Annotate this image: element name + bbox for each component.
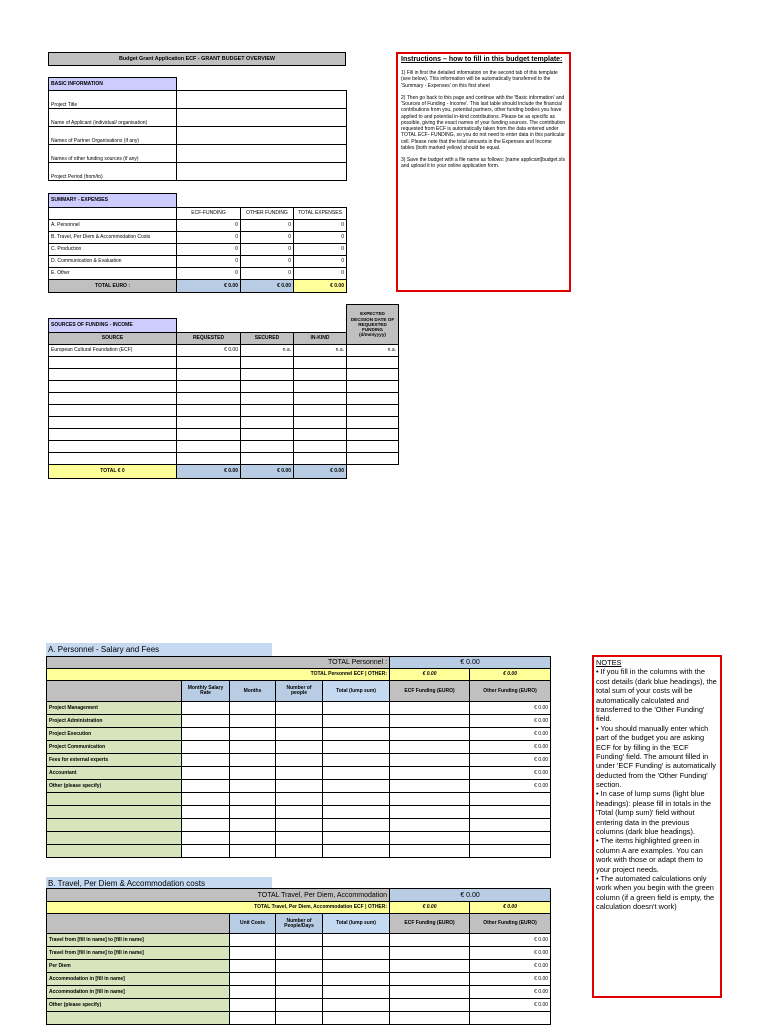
summary-total-value: 0 xyxy=(294,220,347,232)
notes-text: • If you fill in the columns with the cost details (dark blue headings), the total sum of your costs will be automatically calculated and transferred to the 'Other Funding' field. • You should manually enter which part of the budget you are asking ECF for by filling in the 'ECF Funding' field. The amount filled in under 'ECF Funding' is automatically deducted from the 'Other Funding' section. • In case of lump sums (light blue headings): please fill in totals in the 'Total (lump sum)' field without entering data in the previous columns (dark blue headings). • The items highlighted green in column A are examples. You can work with those or adapt them to your project needs. • The automated calculations only work when you begin with the green column (if a green field is empty, the calculation doesn't work) xyxy=(596,667,717,912)
sources-ecf-requested: € 0.00 xyxy=(177,345,241,357)
basic-info-table xyxy=(48,77,347,181)
overview-title: Budget Grant Application ECF - GRANT BUDGET OVERVIEW xyxy=(48,52,346,66)
sources-total-inkind: € 0.00 xyxy=(294,465,347,479)
sources-input[interactable] xyxy=(347,357,399,369)
personnel-input[interactable] xyxy=(230,832,276,845)
summary-other-value: 0 xyxy=(241,268,294,280)
summary-total-value: 0 xyxy=(294,256,347,268)
sources-col-inkind: IN-KIND xyxy=(294,333,347,345)
travel-row-other: € 0.00 xyxy=(470,973,551,986)
personnel-input[interactable] xyxy=(390,767,470,780)
personnel-input[interactable] xyxy=(323,793,390,806)
personnel-input[interactable] xyxy=(390,754,470,767)
personnel-input[interactable] xyxy=(323,780,390,793)
travel-input[interactable] xyxy=(276,999,323,1012)
travel-input[interactable] xyxy=(390,986,470,999)
sources-ecf-secured: n.a. xyxy=(241,345,294,357)
sources-input[interactable] xyxy=(177,393,241,405)
basic-label: Names of other funding sources (if any) xyxy=(49,145,177,163)
personnel-row-other: € 0.00 xyxy=(470,702,551,715)
summary-ecf-value: 0 xyxy=(177,232,241,244)
basic-input[interactable] xyxy=(177,145,347,163)
personnel-input[interactable] xyxy=(390,702,470,715)
sources-input[interactable] xyxy=(294,453,347,465)
summary-total-label: TOTAL EURO : xyxy=(49,280,177,293)
personnel-input[interactable] xyxy=(323,715,390,728)
travel-input[interactable] xyxy=(276,1012,323,1025)
sources-input[interactable] xyxy=(294,369,347,381)
travel-input[interactable] xyxy=(390,934,470,947)
instructions-title: Instructions – how to fill in this budget template: xyxy=(401,56,563,63)
travel-input[interactable] xyxy=(323,973,390,986)
sources-input[interactable] xyxy=(294,405,347,417)
travel-row-label: Accommodation in [fill in name] xyxy=(47,986,230,999)
personnel-input[interactable] xyxy=(390,741,470,754)
travel-row-label: Per Diem xyxy=(47,960,230,973)
summary-heading: SUMMARY - EXPENSES xyxy=(49,194,177,208)
personnel-input[interactable] xyxy=(323,754,390,767)
personnel-input[interactable] xyxy=(390,715,470,728)
sources-col-secured: SECURED xyxy=(241,333,294,345)
personnel-input[interactable] xyxy=(182,806,230,819)
basic-input[interactable] xyxy=(177,127,347,145)
travel-col-people-days: Number of People/Days xyxy=(276,914,323,934)
personnel-col-rate: Monthly Salary Rate xyxy=(182,681,230,702)
sources-input[interactable] xyxy=(49,369,177,381)
sources-input[interactable] xyxy=(177,369,241,381)
personnel-input[interactable] xyxy=(230,845,276,858)
summary-total-value: 0 xyxy=(294,268,347,280)
personnel-input[interactable] xyxy=(182,741,230,754)
personnel-input[interactable] xyxy=(47,819,182,832)
travel-col-ecf: ECF Funding (EURO) xyxy=(390,914,470,934)
travel-input[interactable] xyxy=(276,986,323,999)
sources-input[interactable] xyxy=(177,381,241,393)
personnel-input[interactable] xyxy=(323,767,390,780)
travel-input[interactable] xyxy=(230,1012,276,1025)
summary-other-value: 0 xyxy=(241,220,294,232)
personnel-input[interactable] xyxy=(182,845,230,858)
travel-input[interactable] xyxy=(230,947,276,960)
travel-input[interactable] xyxy=(276,960,323,973)
sources-input[interactable] xyxy=(177,357,241,369)
travel-input[interactable] xyxy=(230,986,276,999)
personnel-input[interactable] xyxy=(390,793,470,806)
personnel-row-label: Project Administration xyxy=(47,715,182,728)
sources-input[interactable] xyxy=(49,393,177,405)
personnel-col-ecf: ECF Funding (EURO) xyxy=(390,681,470,702)
personnel-input[interactable] xyxy=(276,741,323,754)
sources-input[interactable] xyxy=(241,381,294,393)
instructions-step-3: 3) Save the budget with a file name as follows: [name applicant]budget.xls and upload it to your online application form. xyxy=(401,157,565,170)
instructions-box xyxy=(396,52,571,292)
summary-ecf-value: 0 xyxy=(177,244,241,256)
sources-input[interactable] xyxy=(294,357,347,369)
personnel-col-total: Total (lump sum) xyxy=(323,681,390,702)
basic-label: Project Title xyxy=(49,91,177,109)
personnel-input[interactable] xyxy=(47,845,182,858)
sources-total-label: TOTAL € 0 xyxy=(49,465,177,479)
summary-total-value: 0 xyxy=(294,244,347,256)
travel-input[interactable] xyxy=(276,947,323,960)
summary-total-expenses: € 0.00 xyxy=(294,280,347,293)
sources-col-requested: REQUESTED xyxy=(177,333,241,345)
travel-row-label: Travel from [fill in name] to [fill in name] xyxy=(47,934,230,947)
personnel-input[interactable] xyxy=(276,754,323,767)
travel-col-other: Other Funding (EURO) xyxy=(470,914,551,934)
personnel-input[interactable] xyxy=(276,767,323,780)
sources-input[interactable] xyxy=(177,429,241,441)
personnel-row-other: € 0.00 xyxy=(470,780,551,793)
sources-input[interactable] xyxy=(241,405,294,417)
personnel-input[interactable] xyxy=(276,715,323,728)
personnel-input[interactable] xyxy=(323,728,390,741)
sources-input[interactable] xyxy=(347,405,399,417)
travel-total-value: € 0.00 xyxy=(390,889,551,902)
sources-col-decision-date: EXPECTED DECISION DATE OF REQUESTED FUNDING (d/mm/yyyy) xyxy=(347,305,399,345)
travel-ecf-other-label: TOTAL Travel, Per Diem, Accommodation ECF | OTHER: xyxy=(47,902,390,914)
sources-input[interactable] xyxy=(347,429,399,441)
basic-label: Name of Applicant (individual/ organisation) xyxy=(49,109,177,127)
personnel-input[interactable] xyxy=(230,754,276,767)
personnel-table xyxy=(46,656,551,858)
personnel-input[interactable] xyxy=(276,702,323,715)
travel-input[interactable] xyxy=(323,1012,390,1025)
travel-row-label: Other (please specify) xyxy=(47,999,230,1012)
personnel-input[interactable] xyxy=(230,767,276,780)
travel-input[interactable] xyxy=(390,973,470,986)
personnel-input[interactable] xyxy=(47,793,182,806)
basic-info-heading: BASIC INFORMATION xyxy=(49,78,177,91)
sources-input[interactable] xyxy=(241,417,294,429)
sources-input[interactable] xyxy=(241,441,294,453)
personnel-input[interactable] xyxy=(276,819,323,832)
sources-input[interactable] xyxy=(177,405,241,417)
summary-col-other: OTHER FUNDING xyxy=(241,208,294,220)
sources-input[interactable] xyxy=(294,429,347,441)
personnel-input[interactable] xyxy=(47,806,182,819)
travel-other-total: € 0.00 xyxy=(470,902,551,914)
travel-input[interactable] xyxy=(323,934,390,947)
travel-row-other: € 0.00 xyxy=(470,986,551,999)
sources-input[interactable] xyxy=(49,453,177,465)
summary-col-total: TOTAL EXPENSES xyxy=(294,208,347,220)
travel-table xyxy=(46,888,551,1025)
sources-input[interactable] xyxy=(241,453,294,465)
travel-row-label: Travel from [fill in name] to [fill in name] xyxy=(47,947,230,960)
personnel-input[interactable] xyxy=(323,702,390,715)
personnel-input[interactable] xyxy=(230,741,276,754)
basic-input[interactable] xyxy=(177,163,347,181)
sources-input[interactable] xyxy=(177,441,241,453)
personnel-row-label: Project Communication xyxy=(47,741,182,754)
personnel-row-other: € 0.00 xyxy=(470,754,551,767)
personnel-input[interactable] xyxy=(323,819,390,832)
personnel-input[interactable] xyxy=(230,702,276,715)
sources-input[interactable] xyxy=(347,393,399,405)
sources-input[interactable] xyxy=(347,441,399,453)
travel-input[interactable] xyxy=(230,934,276,947)
sources-input[interactable] xyxy=(241,369,294,381)
personnel-input[interactable] xyxy=(182,793,230,806)
travel-input[interactable] xyxy=(323,999,390,1012)
personnel-col-other: Other Funding (EURO) xyxy=(470,681,551,702)
personnel-input[interactable] xyxy=(390,845,470,858)
travel-input[interactable] xyxy=(390,1012,470,1025)
travel-input[interactable] xyxy=(323,960,390,973)
basic-input[interactable] xyxy=(177,91,347,109)
sources-input[interactable] xyxy=(347,381,399,393)
personnel-input[interactable] xyxy=(182,767,230,780)
personnel-input[interactable] xyxy=(276,793,323,806)
sources-total-secured: € 0.00 xyxy=(241,465,294,479)
travel-input[interactable] xyxy=(230,960,276,973)
summary-total-value: 0 xyxy=(294,232,347,244)
travel-input[interactable] xyxy=(230,973,276,986)
personnel-row-other: € 0.00 xyxy=(470,728,551,741)
personnel-input[interactable] xyxy=(470,832,551,845)
personnel-row-label: Fees for external experts xyxy=(47,754,182,767)
travel-col-unit-costs: Unit Costs xyxy=(230,914,276,934)
summary-row-label: A. Personnel xyxy=(49,220,177,232)
personnel-input[interactable] xyxy=(230,780,276,793)
sources-input[interactable] xyxy=(49,381,177,393)
travel-input[interactable] xyxy=(323,986,390,999)
notes-box xyxy=(592,655,722,998)
personnel-input[interactable] xyxy=(470,793,551,806)
personnel-input[interactable] xyxy=(47,832,182,845)
personnel-col-people: Number of people xyxy=(276,681,323,702)
travel-input[interactable] xyxy=(323,947,390,960)
sources-input[interactable] xyxy=(347,417,399,429)
sources-income-table xyxy=(48,304,399,479)
summary-ecf-value: 0 xyxy=(177,268,241,280)
personnel-input[interactable] xyxy=(182,832,230,845)
personnel-total-value: € 0.00 xyxy=(390,657,551,669)
personnel-input[interactable] xyxy=(230,819,276,832)
instructions-step-1: 1) Fill in first the detailed information on the second tab of this template (see below). This information will be automatically transferred to the 'Summary - Expenses' on this first sheet xyxy=(401,70,558,89)
sources-input[interactable] xyxy=(49,405,177,417)
sources-input[interactable] xyxy=(49,357,177,369)
personnel-input[interactable] xyxy=(182,702,230,715)
personnel-other-total: € 0.00 xyxy=(470,669,551,681)
sources-input[interactable] xyxy=(177,417,241,429)
personnel-input[interactable] xyxy=(390,780,470,793)
personnel-input[interactable] xyxy=(276,845,323,858)
sources-input[interactable] xyxy=(241,429,294,441)
personnel-row-label: Project Management xyxy=(47,702,182,715)
personnel-col-months: Months xyxy=(230,681,276,702)
sources-ecf-inkind: n.a. xyxy=(294,345,347,357)
travel-ecf-total: € 0.00 xyxy=(390,902,470,914)
sources-input[interactable] xyxy=(294,381,347,393)
travel-input[interactable] xyxy=(390,999,470,1012)
travel-row-other: € 0.00 xyxy=(470,999,551,1012)
notes-title: NOTES xyxy=(596,658,622,667)
sources-input[interactable] xyxy=(177,453,241,465)
personnel-input[interactable] xyxy=(276,728,323,741)
personnel-total-label: TOTAL Personnel : xyxy=(47,657,390,669)
travel-input[interactable] xyxy=(390,960,470,973)
instructions-step-2: 2) Then go back to this page and continue with the 'Basic information' and 'Sources of Funding - Income'. This last table should include the financial contributions from you, potential partners, other funding bodies you have applied to and potential in-kind contributions. Please be as specific as possible, giving the exact names of your funding sources. The contribution requested from ECF is automatically taken from the data entered under TOTAL ECF- FUNDING, so you do not need to enter data in this particular cell. Please note that the total amounts in the Expenses and Income tables (both marked yellow) should be equal. xyxy=(401,94,566,151)
travel-input[interactable] xyxy=(276,934,323,947)
sources-ecf-source: European Cultural Foundation (ECF) xyxy=(49,345,177,357)
travel-input[interactable] xyxy=(47,1012,230,1025)
personnel-input[interactable] xyxy=(182,728,230,741)
personnel-row-other: € 0.00 xyxy=(470,741,551,754)
personnel-row-label: Other (please specify) xyxy=(47,780,182,793)
sources-input[interactable] xyxy=(294,441,347,453)
travel-row-other: € 0.00 xyxy=(470,934,551,947)
personnel-input[interactable] xyxy=(230,793,276,806)
personnel-input[interactable] xyxy=(323,806,390,819)
sources-input[interactable] xyxy=(347,453,399,465)
personnel-input[interactable] xyxy=(276,806,323,819)
travel-col-total: Total (lump sum) xyxy=(323,914,390,934)
sources-input[interactable] xyxy=(347,369,399,381)
personnel-input[interactable] xyxy=(470,845,551,858)
personnel-input[interactable] xyxy=(390,832,470,845)
travel-input[interactable] xyxy=(470,1012,551,1025)
sources-input[interactable] xyxy=(241,357,294,369)
personnel-input[interactable] xyxy=(470,806,551,819)
sources-total-requested: € 0.00 xyxy=(177,465,241,479)
personnel-input[interactable] xyxy=(182,819,230,832)
travel-input[interactable] xyxy=(276,973,323,986)
personnel-row-label: Project Execution xyxy=(47,728,182,741)
personnel-input[interactable] xyxy=(323,741,390,754)
summary-total-ecf: € 0.00 xyxy=(177,280,241,293)
sources-heading: SOURCES OF FUNDING - INCOME xyxy=(49,319,177,333)
travel-row-other: € 0.00 xyxy=(470,960,551,973)
travel-input[interactable] xyxy=(230,999,276,1012)
sources-input[interactable] xyxy=(294,417,347,429)
personnel-input[interactable] xyxy=(182,754,230,767)
sources-input[interactable] xyxy=(49,417,177,429)
personnel-input[interactable] xyxy=(390,819,470,832)
personnel-input[interactable] xyxy=(390,806,470,819)
summary-row-label: D. Communication & Evaluation xyxy=(49,256,177,268)
sources-input[interactable] xyxy=(49,441,177,453)
basic-label: Project Period (from/to) xyxy=(49,163,177,181)
personnel-ecf-other-label: TOTAL Personnel ECF | OTHER: xyxy=(47,669,390,681)
sources-ecf-date: n.a. xyxy=(347,345,399,357)
personnel-input[interactable] xyxy=(323,845,390,858)
personnel-input[interactable] xyxy=(230,806,276,819)
summary-other-value: 0 xyxy=(241,256,294,268)
personnel-input[interactable] xyxy=(182,780,230,793)
summary-ecf-value: 0 xyxy=(177,256,241,268)
summary-row-label: C. Production xyxy=(49,244,177,256)
travel-heading: B. Travel, Per Diem & Accommodation costs xyxy=(46,877,272,890)
personnel-input[interactable] xyxy=(230,715,276,728)
personnel-input[interactable] xyxy=(276,780,323,793)
personnel-row-other: € 0.00 xyxy=(470,715,551,728)
summary-expenses-table xyxy=(48,193,347,293)
personnel-row-label: Accountant xyxy=(47,767,182,780)
travel-input[interactable] xyxy=(390,947,470,960)
personnel-row-other: € 0.00 xyxy=(470,767,551,780)
sources-input[interactable] xyxy=(241,393,294,405)
personnel-ecf-total: € 0.00 xyxy=(390,669,470,681)
travel-row-label: Accommodation in [fill in name] xyxy=(47,973,230,986)
personnel-input[interactable] xyxy=(323,832,390,845)
travel-total-label: TOTAL Travel, Per Diem, Accommodation xyxy=(47,889,390,902)
sources-col-source: SOURCE xyxy=(49,333,177,345)
summary-row-label: E. Other xyxy=(49,268,177,280)
sources-input[interactable] xyxy=(49,429,177,441)
travel-row-other: € 0.00 xyxy=(470,947,551,960)
basic-input[interactable] xyxy=(177,109,347,127)
summary-ecf-value: 0 xyxy=(177,220,241,232)
summary-total-other: € 0.00 xyxy=(241,280,294,293)
summary-row-label: B. Travel, Per Diem & Accommodation Costs xyxy=(49,232,177,244)
summary-col-ecf: ECF-FUNDING xyxy=(177,208,241,220)
summary-other-value: 0 xyxy=(241,244,294,256)
summary-other-value: 0 xyxy=(241,232,294,244)
personnel-input[interactable] xyxy=(390,728,470,741)
personnel-heading: A. Personnel - Salary and Fees xyxy=(46,643,272,656)
personnel-input[interactable] xyxy=(276,832,323,845)
personnel-input[interactable] xyxy=(182,715,230,728)
sources-input[interactable] xyxy=(294,393,347,405)
personnel-input[interactable] xyxy=(230,728,276,741)
personnel-input[interactable] xyxy=(470,819,551,832)
basic-label: Names of Partner Organisations (if any) xyxy=(49,127,177,145)
